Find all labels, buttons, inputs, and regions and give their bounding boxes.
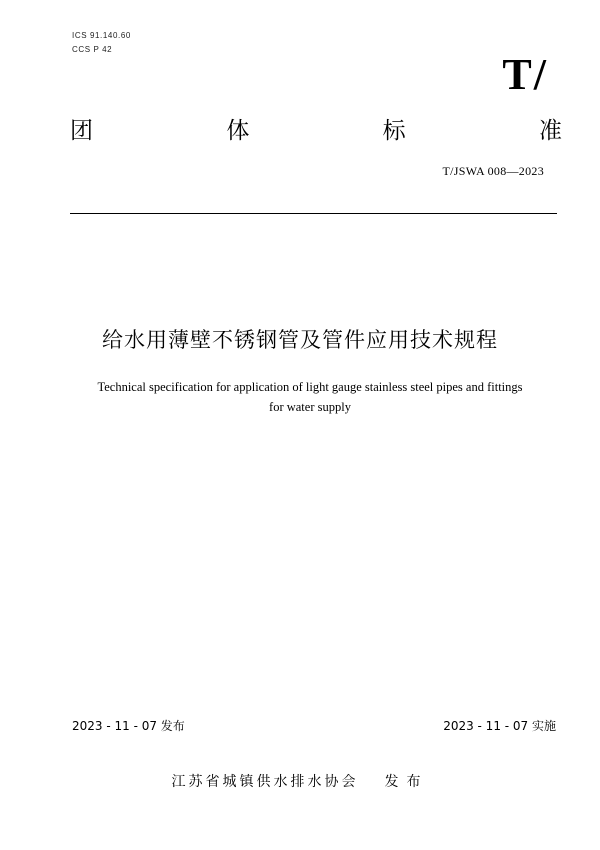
standard-number: T/JSWA 008—2023: [442, 164, 544, 178]
standard-logo: T/: [502, 50, 548, 99]
standard-type-char: 标: [382, 118, 406, 144]
ccs-code: CCS P 42: [72, 45, 113, 54]
standard-type-heading: [70, 116, 562, 146]
title-en-line: for water supply: [269, 400, 351, 414]
publisher-line: [0, 771, 600, 793]
publish-label: 发布: [384, 774, 429, 790]
standard-type-char: 体: [226, 118, 250, 144]
standard-type-char: 团: [70, 118, 93, 144]
document-title-zh: 给水用薄壁不锈钢管及管件应用技术规程: [102, 328, 498, 352]
ics-code: ICS 91.140.60: [72, 31, 131, 40]
title-en-line: Technical specification for application of light gauge stainless steel pipes and fittings: [97, 380, 523, 394]
publisher-name: 江苏省城镇供水排水协会: [171, 774, 359, 790]
standard-type-char: 准: [538, 118, 562, 144]
publish-date: 2023 - 11 - 07 发布: [72, 719, 185, 733]
header-divider: [70, 213, 557, 214]
implementation-date: 2023 - 11 - 07 实施: [443, 719, 556, 733]
document-title-en: [40, 377, 580, 417]
